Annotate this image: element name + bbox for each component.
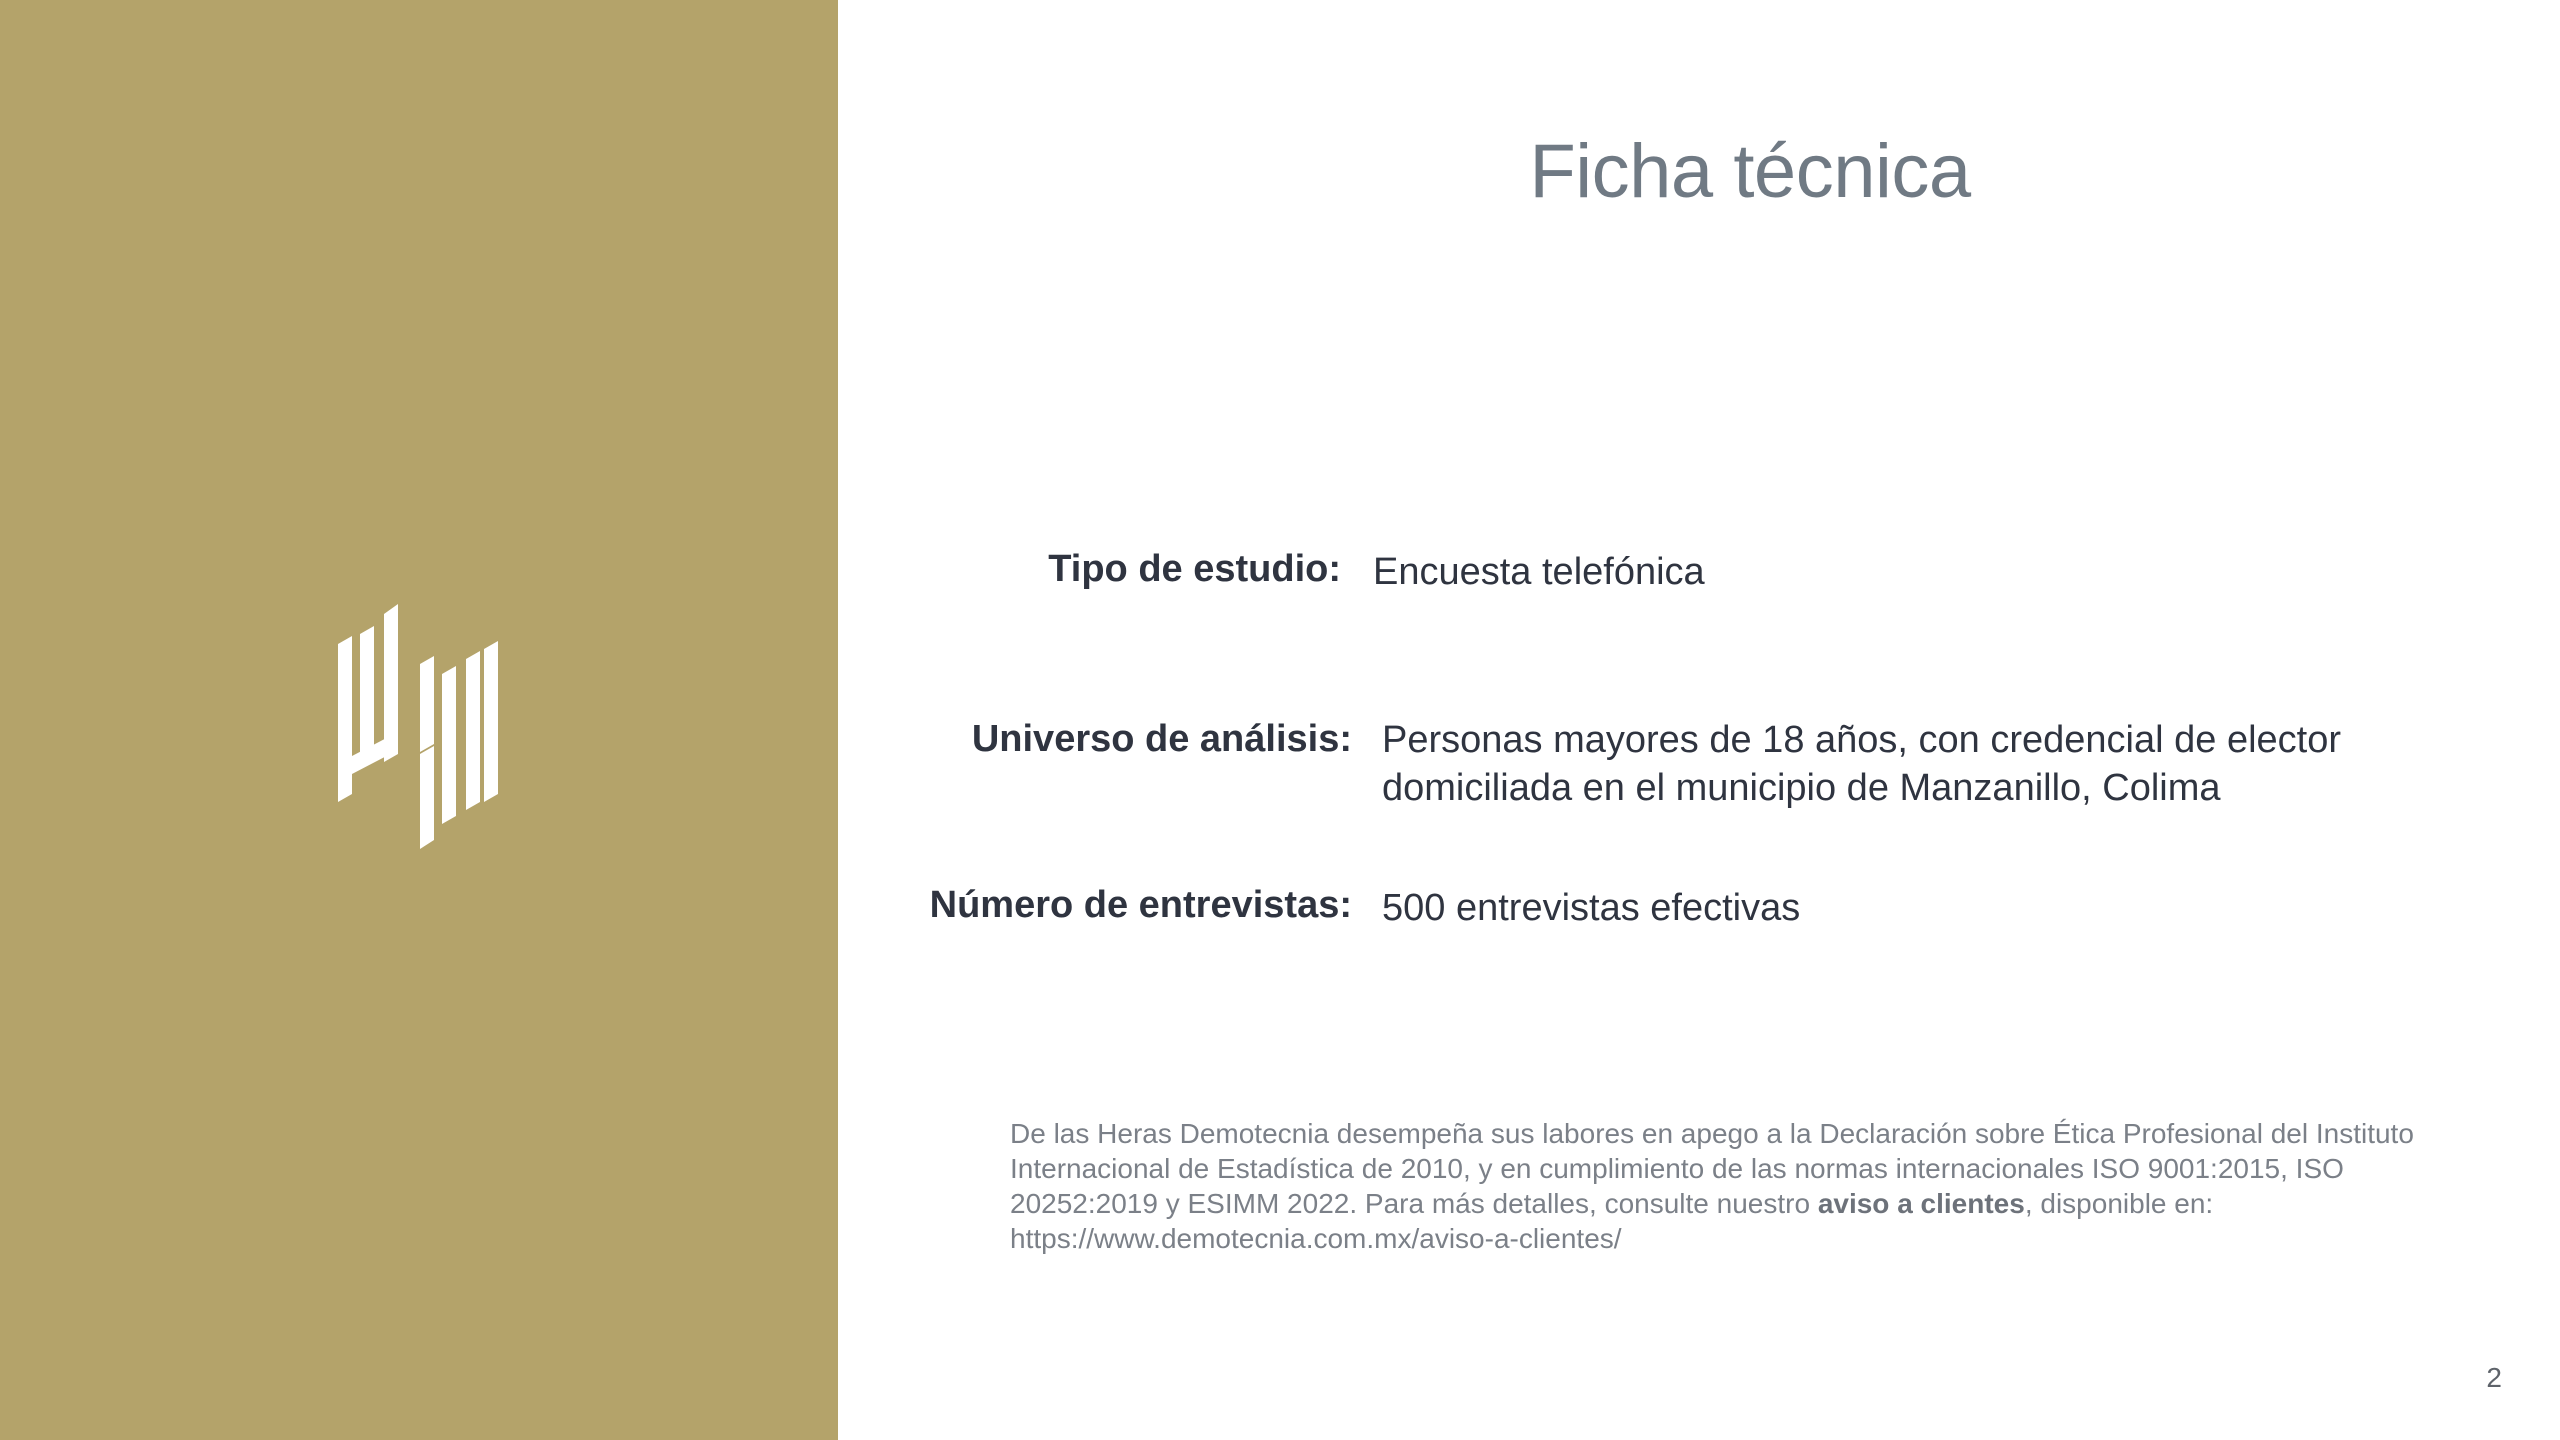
page-number: 2 <box>2486 1362 2502 1393</box>
brand-side-panel <box>0 0 838 1440</box>
interviews-label: Número de entrevistas: <box>929 884 1352 926</box>
page-title: Ficha técnica <box>1529 129 1971 214</box>
interviews-value: 500 entrevistas efectivas <box>1382 887 1801 929</box>
disclaimer-text <box>1010 1116 2430 1256</box>
disclaimer-body: De las Heras Demotecnia desempeña sus labores en apego a la Declaración sobre Ética Profesional del Instituto Internacional de Estadística de 2010, y en cumplimiento de las normas internacionales ISO 9001:2015, ISO 20252:2019 y ESIMM 2022. Para más detalles, consulte nuestro <box>1010 1118 2414 1219</box>
disclaimer-url: , disponible en: https://www.demotecnia.com.mx/aviso-a-clientes/ <box>1010 1188 2214 1254</box>
logo-icon <box>338 604 498 849</box>
universe-label: Universo de análisis: <box>971 718 1352 760</box>
universe-value: Personas mayores de 18 años, con credencial de elector domiciliada en el municipio de Manzanillo, Colima <box>1382 719 2341 809</box>
study-type-label: Tipo de estudio: <box>1048 548 1341 590</box>
client-notice-link[interactable]: aviso a clientes <box>1817 1188 2025 1219</box>
study-type-value: Encuesta telefónica <box>1373 551 1705 593</box>
